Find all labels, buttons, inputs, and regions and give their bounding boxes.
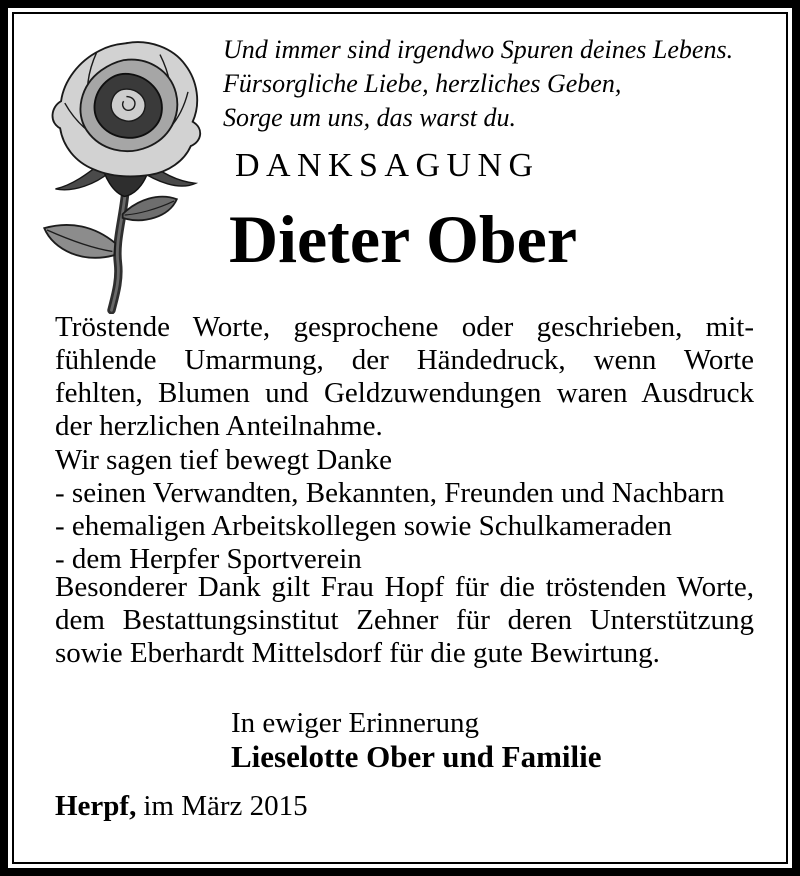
place-date-line (55, 790, 308, 823)
intro-line: fühlende Umarmung, der Händedruck, wenn Worte (55, 344, 754, 376)
memorial-quote (223, 33, 733, 135)
deceased-name: Dieter Ober (229, 201, 578, 277)
special-thanks-paragraph (55, 571, 754, 670)
place-name: Herpf, (55, 790, 137, 822)
special-thanks-line: sowie Eberhardt Mittelsdorf für die gute Bewirtung. (55, 637, 660, 669)
thanks-item: - seinen Verwandten, Bekannten, Freunden und Nachbarn (55, 477, 725, 509)
memorial-line: In ewiger Erinnerung (231, 707, 480, 739)
thanks-lead: Wir sagen tief bewegt Danke (55, 444, 393, 476)
date-text: im März 2015 (143, 790, 308, 822)
thanks-item: - dem Herpfer Sportverein (55, 543, 362, 575)
quote-line: Sorge um uns, das warst du. (223, 103, 517, 132)
intro-line: fehlten, Blumen und Geldzuwendungen waren Ausdruck (55, 377, 754, 409)
intro-paragraph (55, 311, 754, 443)
danksagung-title: DANKSAGUNG (235, 147, 540, 184)
special-thanks-line: dem Bestattungsinstitut Zehner für deren Unterstützung (55, 604, 754, 636)
rose-icon (24, 34, 212, 314)
family-signature: Lieselotte Ober und Familie (231, 739, 602, 774)
intro-line: Tröstende Worte, gesprochene oder geschrieben, mit- (55, 311, 754, 343)
quote-line: Und immer sind irgendwo Spuren deines Lebens. (223, 35, 734, 64)
thanks-list (55, 444, 754, 576)
thanks-item: - ehemaligen Arbeitskollegen sowie Schulkameraden (55, 510, 672, 542)
quote-line: Fürsorgliche Liebe, herzliches Geben, (223, 69, 622, 98)
intro-line: der herzlichen Anteilnahme. (55, 410, 383, 442)
closing-block (231, 706, 602, 774)
special-thanks-line: Besonderer Dank gilt Frau Hopf für die tröstenden Worte, (55, 571, 754, 603)
notice-inner-border (12, 12, 788, 864)
